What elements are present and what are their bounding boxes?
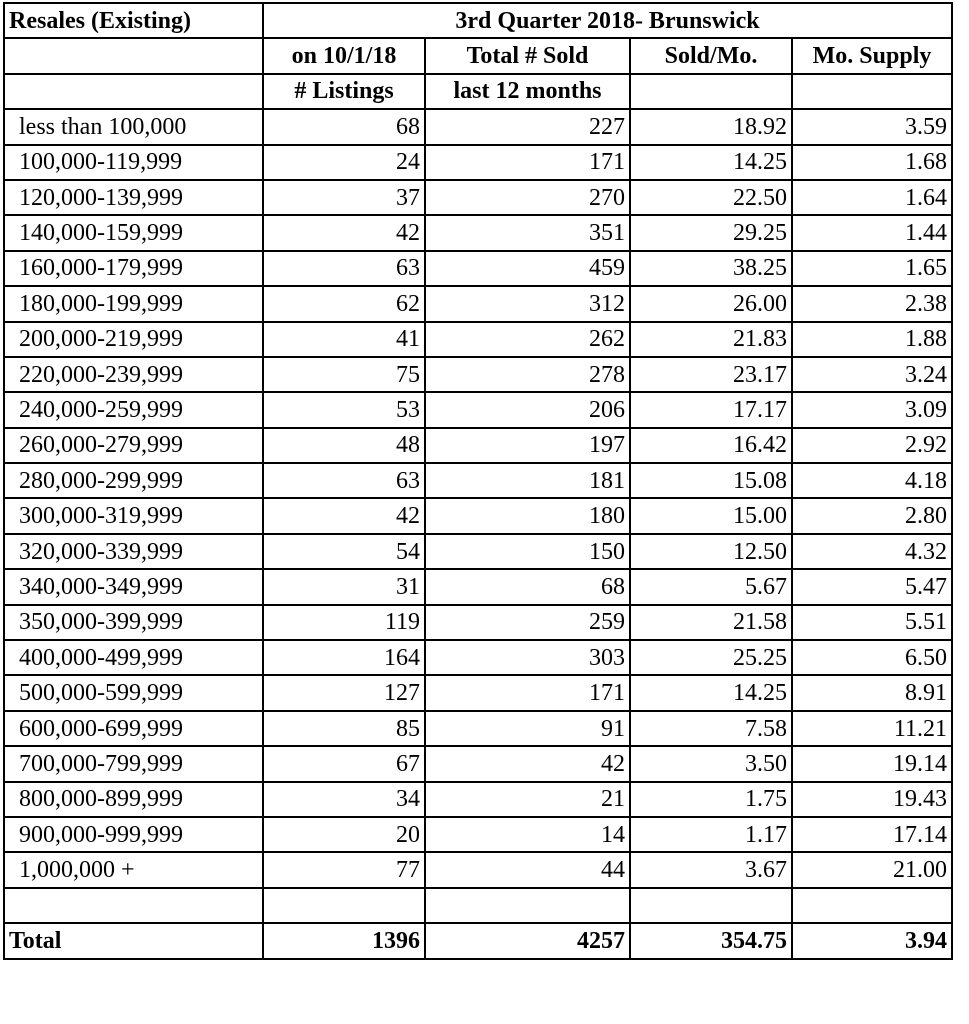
sold-mo-cell: 18.92 — [630, 109, 792, 144]
listings-cell: 37 — [263, 180, 425, 215]
sold-mo-cell: 1.75 — [630, 782, 792, 817]
supply-cell: 11.21 — [792, 711, 952, 746]
listings-cell: 63 — [263, 251, 425, 286]
header-listings-line2: # Listings — [263, 74, 425, 109]
range-cell: 280,000-299,999 — [4, 463, 263, 498]
listings-cell: 20 — [263, 817, 425, 852]
sold-mo-cell: 23.17 — [630, 357, 792, 392]
range-cell: 1,000,000 + — [4, 852, 263, 887]
sold-mo-cell: 7.58 — [630, 711, 792, 746]
sold-mo-cell: 12.50 — [630, 534, 792, 569]
sold-mo-cell: 16.42 — [630, 428, 792, 463]
supply-cell: 4.32 — [792, 534, 952, 569]
supply-cell: 5.51 — [792, 605, 952, 640]
table-row — [4, 817, 952, 852]
spacer-row — [4, 888, 952, 923]
table-row — [4, 392, 952, 427]
listings-cell: 62 — [263, 286, 425, 321]
empty-cell — [425, 888, 630, 923]
table-row — [4, 215, 952, 250]
sold-cell: 206 — [425, 392, 630, 427]
range-cell: 300,000-319,999 — [4, 498, 263, 533]
listings-cell: 41 — [263, 322, 425, 357]
supply-cell: 1.65 — [792, 251, 952, 286]
empty-cell — [630, 888, 792, 923]
range-cell: 180,000-199,999 — [4, 286, 263, 321]
table-row — [4, 498, 952, 533]
listings-cell: 127 — [263, 675, 425, 710]
table-row — [4, 109, 952, 144]
sold-mo-cell: 14.25 — [630, 145, 792, 180]
sold-cell: 262 — [425, 322, 630, 357]
header-empty-cell — [4, 74, 263, 109]
supply-cell: 6.50 — [792, 640, 952, 675]
listings-cell: 85 — [263, 711, 425, 746]
title-left: Resales (Existing) — [4, 3, 263, 38]
header-empty-cell — [792, 74, 952, 109]
table-row — [4, 782, 952, 817]
sold-mo-cell: 21.58 — [630, 605, 792, 640]
table-row — [4, 534, 952, 569]
empty-cell — [792, 888, 952, 923]
total-listings: 1396 — [263, 923, 425, 958]
range-cell: 100,000-119,999 — [4, 145, 263, 180]
empty-cell — [4, 888, 263, 923]
listings-cell: 24 — [263, 145, 425, 180]
supply-cell: 1.68 — [792, 145, 952, 180]
sold-mo-cell: 25.25 — [630, 640, 792, 675]
sold-mo-cell: 5.67 — [630, 569, 792, 604]
sold-cell: 91 — [425, 711, 630, 746]
range-cell: 900,000-999,999 — [4, 817, 263, 852]
total-sold-mo: 354.75 — [630, 923, 792, 958]
sold-cell: 312 — [425, 286, 630, 321]
table-row — [4, 180, 952, 215]
sold-cell: 42 — [425, 746, 630, 781]
sold-cell: 68 — [425, 569, 630, 604]
listings-cell: 164 — [263, 640, 425, 675]
table-row — [4, 322, 952, 357]
listings-cell: 54 — [263, 534, 425, 569]
table-row — [4, 428, 952, 463]
total-row — [4, 923, 952, 958]
listings-cell: 63 — [263, 463, 425, 498]
header-row-columns — [4, 38, 952, 73]
range-cell: 160,000-179,999 — [4, 251, 263, 286]
listings-cell: 53 — [263, 392, 425, 427]
sold-cell: 270 — [425, 180, 630, 215]
range-cell: 700,000-799,999 — [4, 746, 263, 781]
supply-cell: 17.14 — [792, 817, 952, 852]
supply-cell: 1.88 — [792, 322, 952, 357]
table-row — [4, 605, 952, 640]
resales-table — [3, 2, 953, 960]
table-row — [4, 675, 952, 710]
sold-cell: 14 — [425, 817, 630, 852]
range-cell: 350,000-399,999 — [4, 605, 263, 640]
range-cell: 500,000-599,999 — [4, 675, 263, 710]
sold-mo-cell: 3.50 — [630, 746, 792, 781]
sold-mo-cell: 3.67 — [630, 852, 792, 887]
sold-mo-cell: 21.83 — [630, 322, 792, 357]
header-row-sub — [4, 74, 952, 109]
supply-cell: 1.64 — [792, 180, 952, 215]
range-cell: 240,000-259,999 — [4, 392, 263, 427]
sold-cell: 259 — [425, 605, 630, 640]
supply-cell: 3.24 — [792, 357, 952, 392]
sold-cell: 21 — [425, 782, 630, 817]
supply-cell: 21.00 — [792, 852, 952, 887]
range-cell: 400,000-499,999 — [4, 640, 263, 675]
range-cell: 600,000-699,999 — [4, 711, 263, 746]
supply-cell: 3.59 — [792, 109, 952, 144]
supply-cell: 5.47 — [792, 569, 952, 604]
listings-cell: 42 — [263, 215, 425, 250]
listings-cell: 77 — [263, 852, 425, 887]
listings-cell: 34 — [263, 782, 425, 817]
supply-cell: 19.43 — [792, 782, 952, 817]
table-row — [4, 145, 952, 180]
table-row — [4, 569, 952, 604]
table-row — [4, 251, 952, 286]
range-cell: 260,000-279,999 — [4, 428, 263, 463]
sold-cell: 278 — [425, 357, 630, 392]
table-row — [4, 852, 952, 887]
sold-cell: 171 — [425, 145, 630, 180]
table-body — [4, 3, 952, 959]
supply-cell: 8.91 — [792, 675, 952, 710]
supply-cell: 3.09 — [792, 392, 952, 427]
table-row — [4, 357, 952, 392]
listings-cell: 68 — [263, 109, 425, 144]
empty-cell — [263, 888, 425, 923]
table-row — [4, 640, 952, 675]
range-cell: 140,000-159,999 — [4, 215, 263, 250]
sold-mo-cell: 22.50 — [630, 180, 792, 215]
listings-cell: 75 — [263, 357, 425, 392]
sold-cell: 197 — [425, 428, 630, 463]
listings-cell: 48 — [263, 428, 425, 463]
listings-cell: 67 — [263, 746, 425, 781]
range-cell: 800,000-899,999 — [4, 782, 263, 817]
table-row — [4, 463, 952, 498]
sold-mo-cell: 1.17 — [630, 817, 792, 852]
total-label: Total — [4, 923, 263, 958]
range-cell: less than 100,000 — [4, 109, 263, 144]
header-row-title — [4, 3, 952, 38]
sold-cell: 303 — [425, 640, 630, 675]
header-empty-cell — [630, 74, 792, 109]
supply-cell: 19.14 — [792, 746, 952, 781]
header-empty-cell — [4, 38, 263, 73]
table-row — [4, 286, 952, 321]
sold-mo-cell: 15.08 — [630, 463, 792, 498]
range-cell: 120,000-139,999 — [4, 180, 263, 215]
supply-cell: 2.80 — [792, 498, 952, 533]
sold-mo-cell: 38.25 — [630, 251, 792, 286]
sold-cell: 459 — [425, 251, 630, 286]
range-cell: 320,000-339,999 — [4, 534, 263, 569]
sold-cell: 150 — [425, 534, 630, 569]
supply-cell: 2.92 — [792, 428, 952, 463]
listings-cell: 119 — [263, 605, 425, 640]
total-supply: 3.94 — [792, 923, 952, 958]
listings-cell: 31 — [263, 569, 425, 604]
sold-mo-cell: 26.00 — [630, 286, 792, 321]
title-right: 3rd Quarter 2018- Brunswick — [263, 3, 952, 38]
sold-mo-cell: 15.00 — [630, 498, 792, 533]
supply-cell: 4.18 — [792, 463, 952, 498]
header-sold-line1: Total # Sold — [425, 38, 630, 73]
supply-cell: 2.38 — [792, 286, 952, 321]
range-cell: 220,000-239,999 — [4, 357, 263, 392]
table-row — [4, 711, 952, 746]
sold-cell: 181 — [425, 463, 630, 498]
sold-cell: 44 — [425, 852, 630, 887]
sold-mo-cell: 14.25 — [630, 675, 792, 710]
sold-mo-cell: 17.17 — [630, 392, 792, 427]
header-mo-supply: Mo. Supply — [792, 38, 952, 73]
total-sold: 4257 — [425, 923, 630, 958]
listings-cell: 42 — [263, 498, 425, 533]
sold-cell: 351 — [425, 215, 630, 250]
table-row — [4, 746, 952, 781]
sold-cell: 171 — [425, 675, 630, 710]
header-listings-line1: on 10/1/18 — [263, 38, 425, 73]
sold-cell: 227 — [425, 109, 630, 144]
range-cell: 200,000-219,999 — [4, 322, 263, 357]
range-cell: 340,000-349,999 — [4, 569, 263, 604]
sold-cell: 180 — [425, 498, 630, 533]
supply-cell: 1.44 — [792, 215, 952, 250]
header-sold-mo: Sold/Mo. — [630, 38, 792, 73]
sold-mo-cell: 29.25 — [630, 215, 792, 250]
header-sold-line2: last 12 months — [425, 74, 630, 109]
